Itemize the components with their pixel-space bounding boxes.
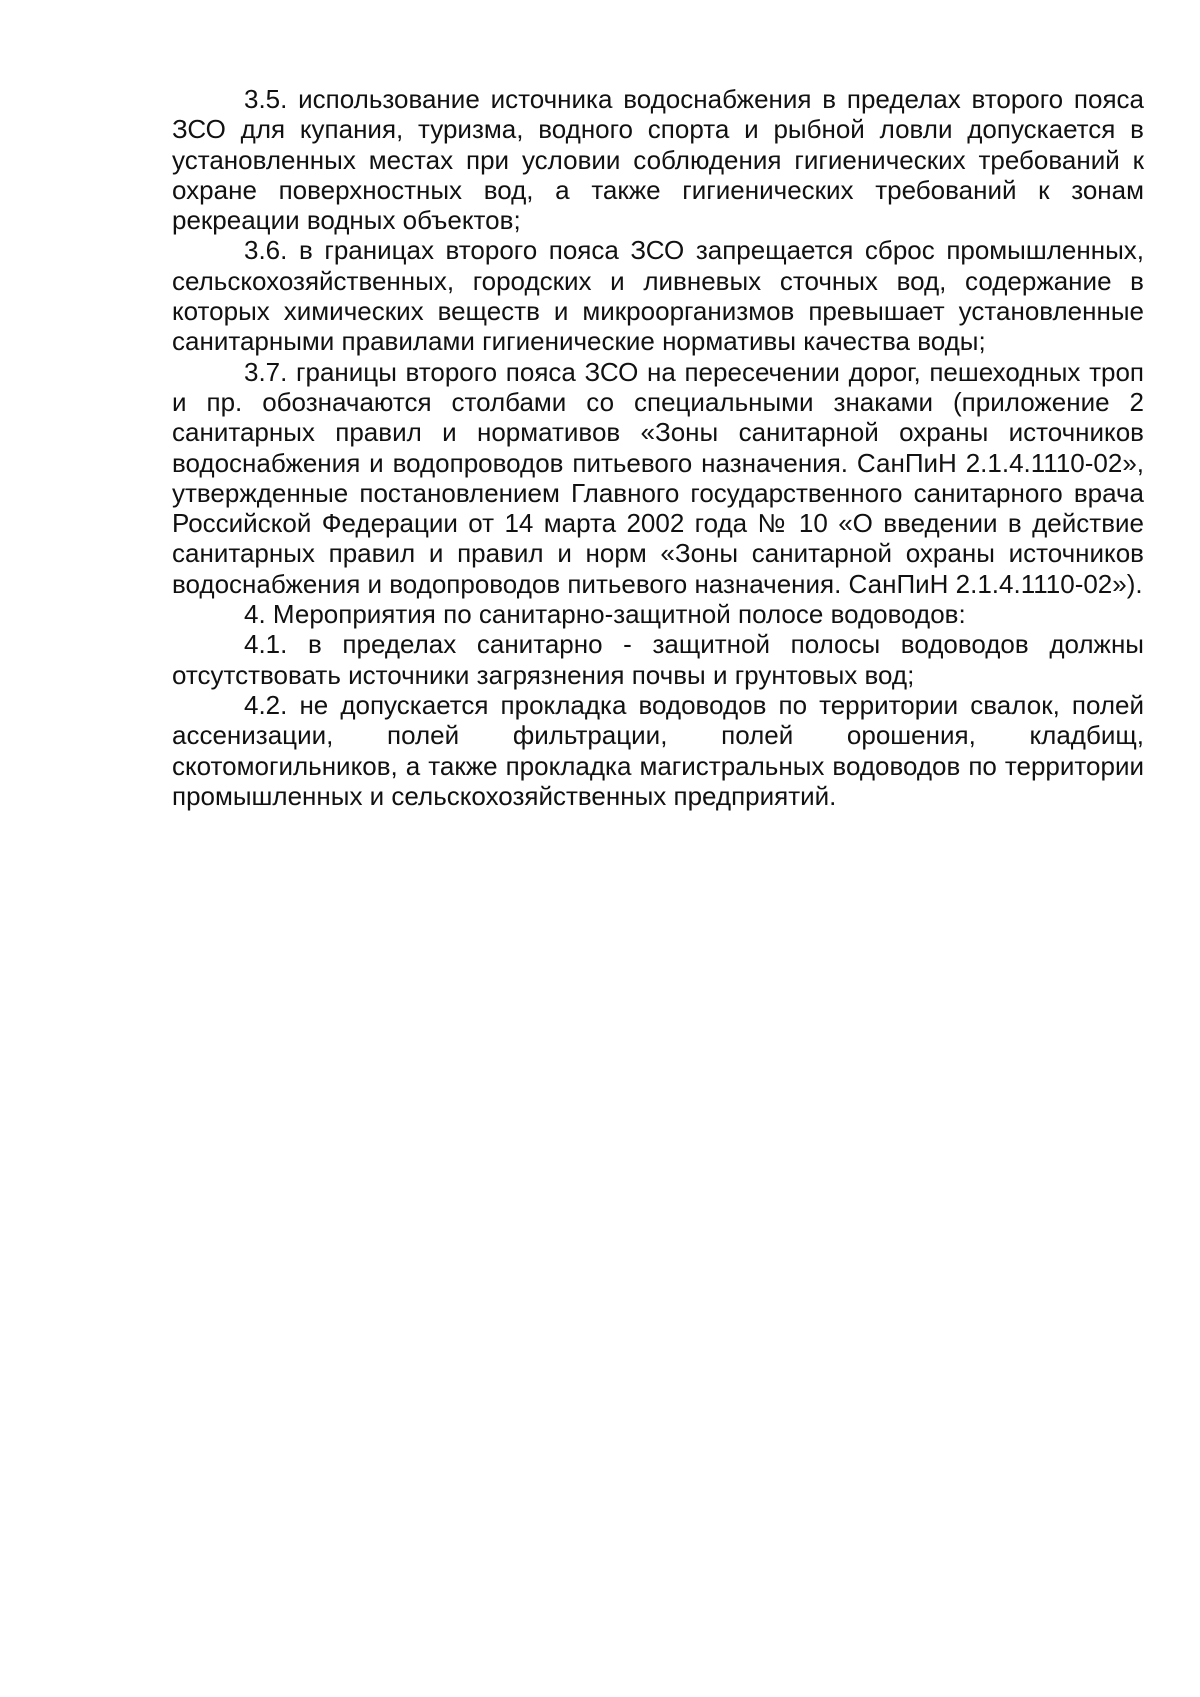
- paragraph-3-6: 3.6. в границах второго пояса ЗСО запрещается сброс промышленных, сельскохозяйственных, городских и ливневых сточных вод, содержание в которых химических веществ и микроорганизмов превышает установленные санитарными правилами гигиенические нормативы качества воды;: [172, 235, 1144, 357]
- paragraph-4-2: 4.2. не допускается прокладка водоводов по территории свалок, полей ассенизации, полей фильтрации, полей орошения, кладбищ, скотомогильников, а также прокладка магистральных водоводов по территории промышленных и сельскохозяйственных предприятий.: [172, 689, 1144, 811]
- paragraph-3-7: 3.7. границы второго пояса ЗСО на пересечении дорог, пешеходных троп и пр. обозначаются столбами со специальными знаками (приложение 2 санитарных правил и нормативов «Зоны санитарной охраны источников водоснабжения и водопроводов питьевого назначения. СанПиН 2.1.4.1110-02», утвержденные постановлением Главного государственного санитарного врача Российской Федерации от 14 марта 2002 года № 10 «О введении в действие санитарных правил и правил и норм «Зоны санитарной охраны источников водоснабжения и водопроводов питьевого назначения. СанПиН 2.1.4.1110-02»).: [172, 356, 1144, 599]
- paragraph-3-5: 3.5. использование источника водоснабжения в пределах второго пояса ЗСО для купания, туризма, водного спорта и рыбной ловли допускается в установленных местах при условии соблюдения гигиенических требований к охране поверхностных вод, а также гигиенических требований к зонам рекреации водных объектов;: [172, 84, 1144, 236]
- document-body: [172, 84, 1144, 811]
- paragraph-4-heading: 4. Мероприятия по санитарно-защитной полосе водоводов:: [244, 599, 966, 630]
- paragraph-4-1: 4.1. в пределах санитарно - защитной полосы водоводов должны отсутствовать источники загрязнения почвы и грунтовых вод;: [172, 629, 1144, 690]
